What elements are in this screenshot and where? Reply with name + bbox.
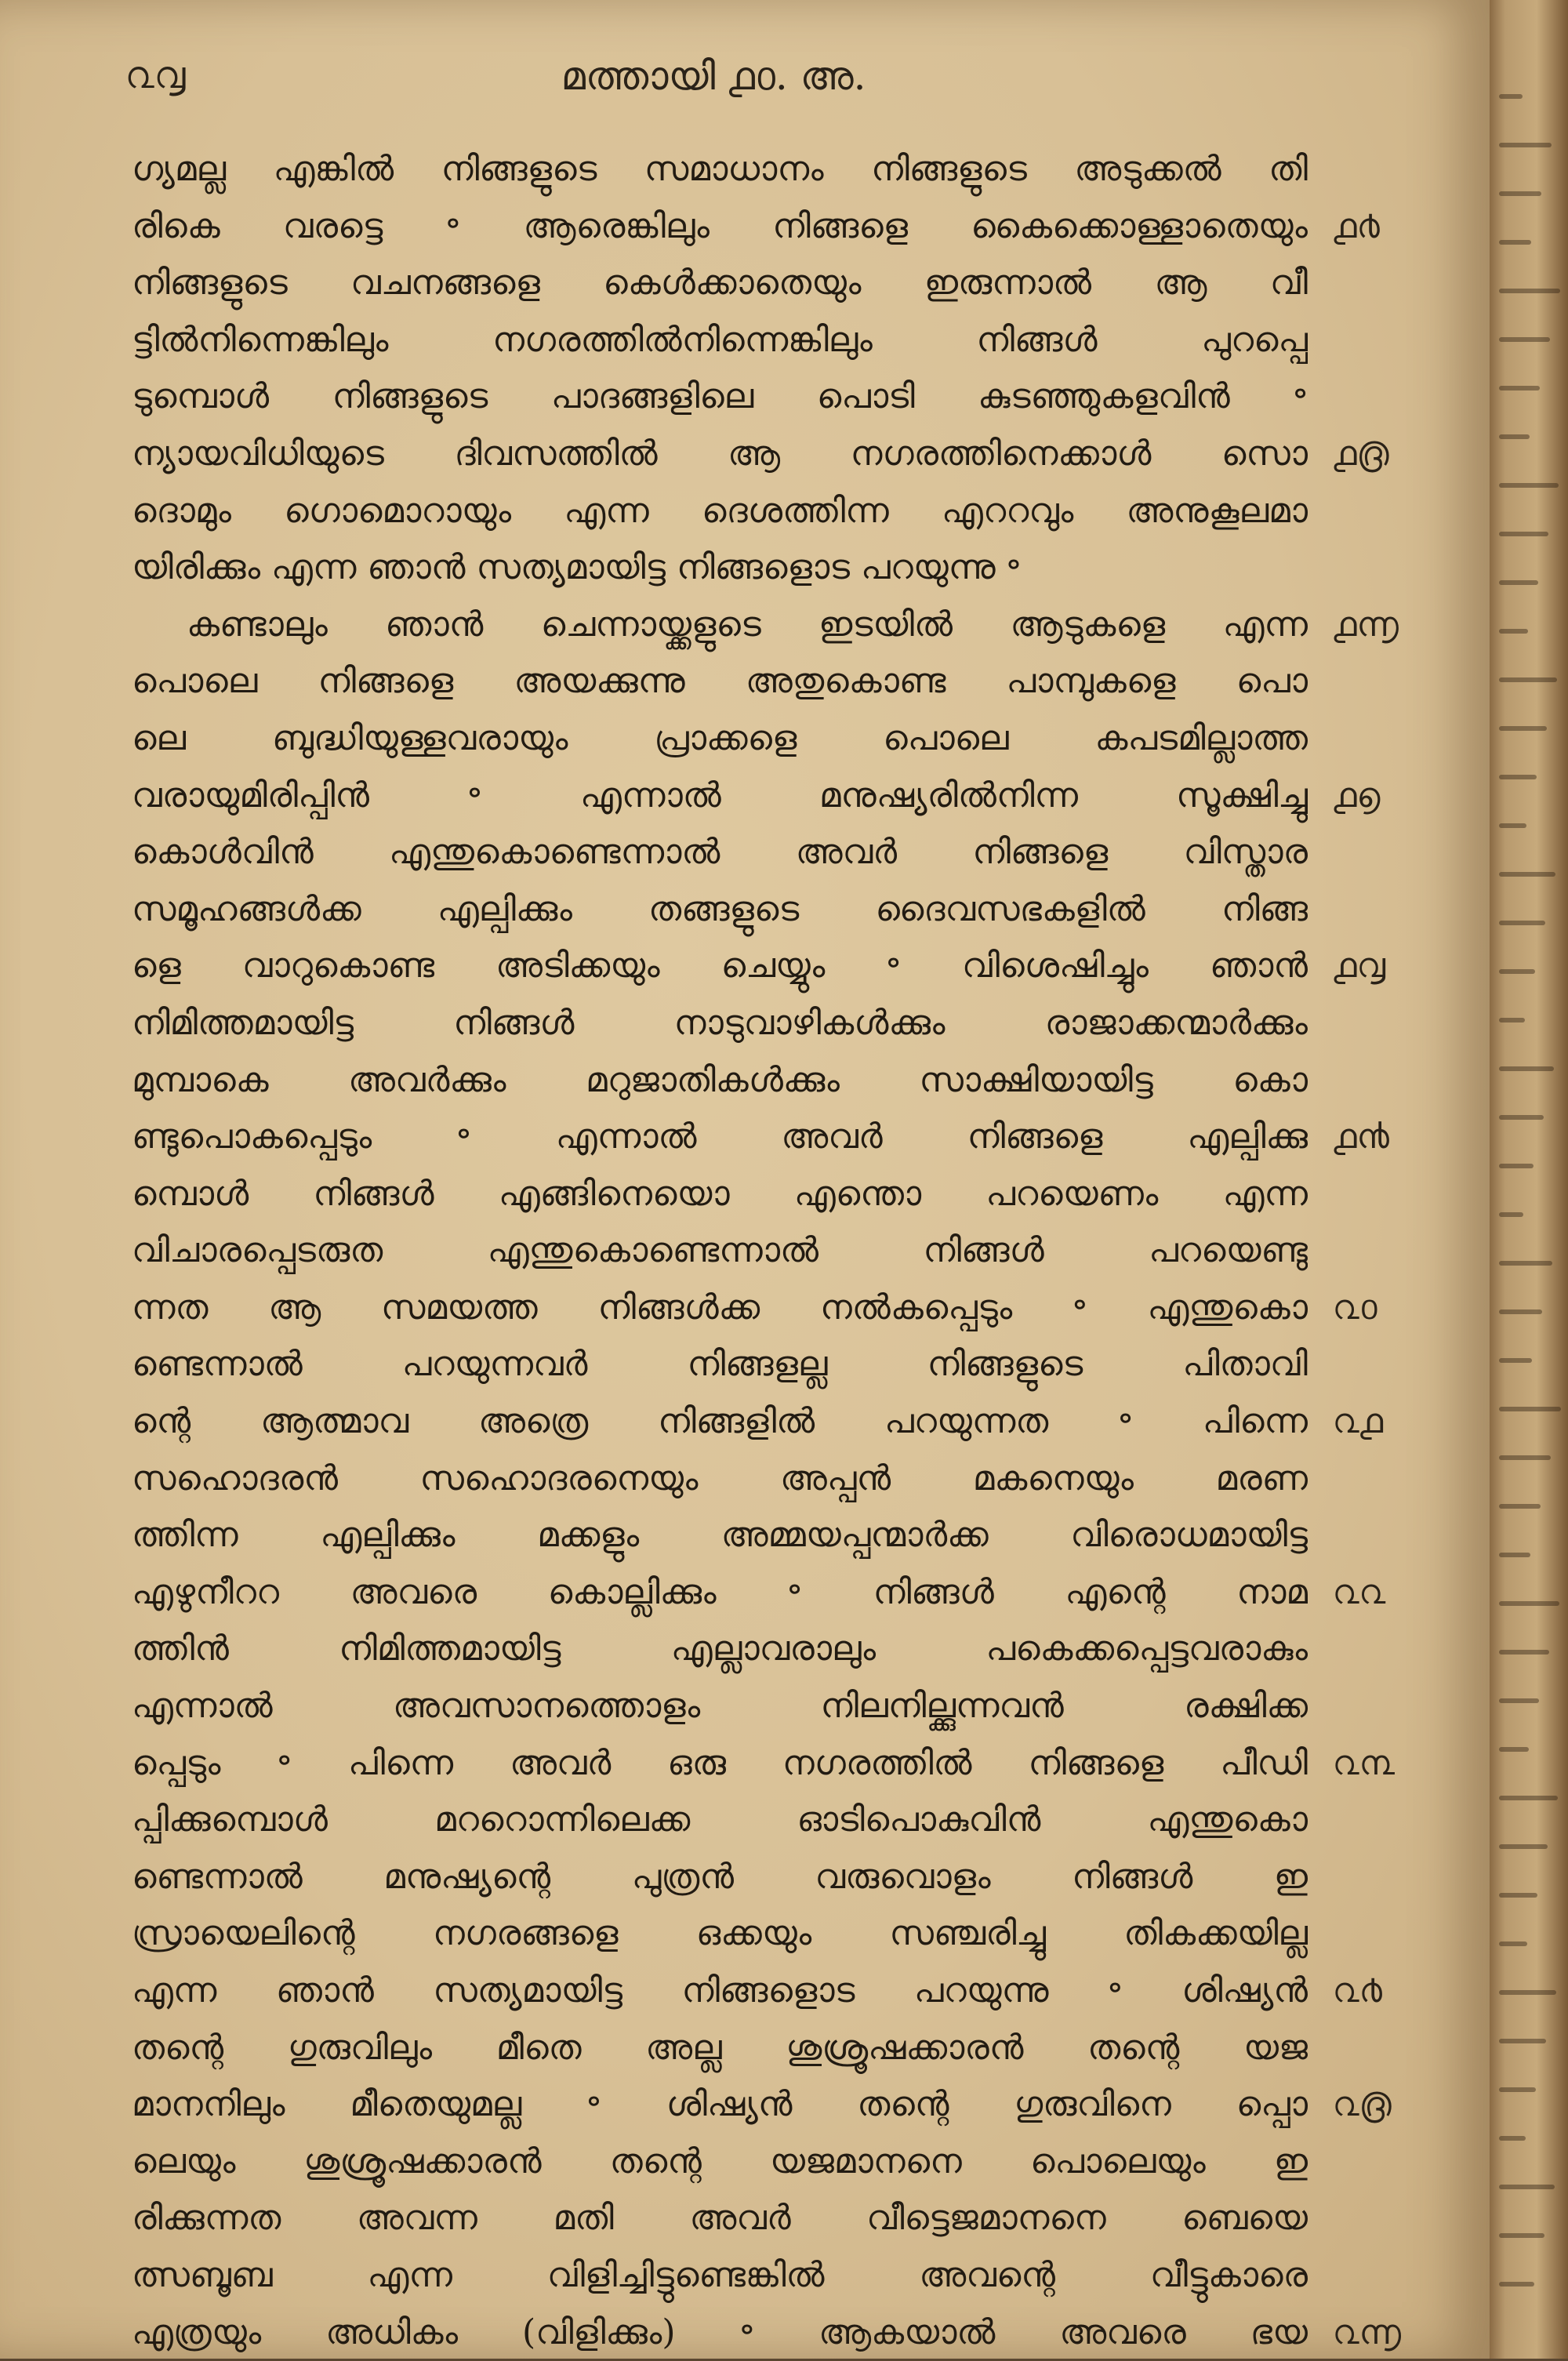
text-line: ത്തിൻ നിമിത്തമായിട്ട എല്ലാവരാലും പകെക്കപ്പെട്ടവരാകും	[132, 1629, 1308, 1669]
verse-number: ൨൬	[1333, 2312, 1401, 2352]
page-number: ൨൮	[125, 53, 186, 97]
text-line: സമൂഹങ്ങൾക്ക എല്പിക്കും തങ്ങളുടെ ദൈവസഭകളിൽ നിങ്ങ	[132, 888, 1308, 929]
text-line: ടുമ്പൊൾ നിങ്ങളുടെ പാദങ്ങളിലെ പൊടി കുടഞ്ഞുകളവിൻ ॰	[132, 376, 1308, 417]
page-header	[125, 53, 1301, 116]
verse-number: ൧൪	[1333, 205, 1380, 246]
facing-page-text-fragment	[1499, 240, 1531, 245]
facing-page-text-fragment	[1499, 434, 1530, 439]
facing-page-text-fragment	[1499, 2087, 1536, 2092]
verse-number: ൧൭	[1333, 775, 1381, 815]
facing-page-text-fragment	[1499, 1212, 1523, 1217]
text-line: കണ്ടാലും ഞാൻ ചെന്നായ്ക്കളുടെ ഇടയിൽ ആടുകളെ എന്ന	[187, 604, 1308, 645]
text-line: യിരിക്കും എന്ന ഞാൻ സത്യമായിട്ട നിങ്ങളൊട പറയുന്നു ॰	[132, 547, 1022, 588]
facing-page-text-fragment	[1499, 1941, 1527, 1946]
text-line: രികെ വരട്ടെ ॰ ആരെങ്കിലും നിങ്ങളെ കൈക്കൊള്ളാതെയും	[132, 205, 1308, 246]
facing-page-text-fragment	[1499, 2039, 1546, 2043]
facing-page-text-fragment	[1499, 1261, 1552, 1266]
facing-page-text-fragment	[1499, 2185, 1555, 2189]
text-line: ണ്ടെന്നാൽ മനുഷ്യന്റെ പുത്രൻ വരുവൊളം നിങ്ങൾ ഇ	[132, 1856, 1308, 1897]
facing-page-text-fragment	[1499, 1650, 1549, 1655]
text-line: സ്രായെലിന്റെ നഗരങ്ങളെ ഒക്കയും സഞ്ചരിച്ചു തികക്കയില്ല	[132, 1913, 1308, 1954]
text-line: രിക്കുന്നത അവന്ന മതി അവർ വീട്ടെജമാനനെ ബെയെ	[132, 2198, 1308, 2239]
facing-page-text-fragment	[1499, 191, 1541, 196]
facing-page-text-fragment	[1499, 1504, 1541, 1509]
text-line: ന്റെ ആത്മാവ അത്രെ നിങ്ങളിൽ പറയുന്നത ॰ പിന്നെ	[132, 1401, 1308, 1442]
facing-page-text-fragment	[1499, 1698, 1539, 1703]
text-line: ഗ്യമല്ല എങ്കിൽ നിങ്ങളുടെ സമാധാനം നിങ്ങളുടെ അടുക്കൽ തി	[132, 149, 1308, 189]
facing-page-text-fragment	[1499, 1747, 1529, 1752]
facing-page-text-fragment	[1499, 580, 1538, 585]
facing-page-edge	[1490, 0, 1568, 2359]
text-line: ദൊമും ഗൊമൊറായും എന്ന ദെശത്തിന്ന എററവും അനുകൂലമാ	[132, 490, 1308, 531]
facing-page-text-fragment	[1499, 629, 1528, 634]
text-line: ലെ ബുദ്ധിയുള്ളവരായും പ്രാക്കളെ പൊലെ കപടമില്ലാത്ത	[132, 717, 1308, 758]
facing-page-text-fragment	[1499, 726, 1547, 731]
facing-page-text-fragment	[1499, 1990, 1556, 1995]
body-text	[132, 141, 1308, 2361]
running-title: മത്തായി ൧൦. അ.	[561, 53, 866, 99]
text-line: വരായുമിരിപ്പിൻ ॰ എന്നാൽ മനുഷ്യരിൽനിന്ന സൂക്ഷിച്ചു	[132, 775, 1308, 815]
facing-page-text-fragment	[1499, 1066, 1554, 1071]
text-line: ണ്ടെന്നാൽ പറയുന്നവർ നിങ്ങളല്ല നിങ്ങളുടെ പിതാവി	[132, 1344, 1308, 1385]
text-line: ട്ടിൽനിന്നെങ്കിലും നഗരത്തിൽനിന്നെങ്കിലും നിങ്ങൾ പുറപ്പെ	[132, 319, 1308, 360]
facing-page-text-fragment	[1499, 1164, 1534, 1168]
text-line: എന്നാൽ അവസാനത്തൊളം നിലനില്ക്കുന്നവൻ രക്ഷിക്ക	[132, 1686, 1308, 1727]
verse-number: ൧൫	[1333, 434, 1389, 474]
text-line: ലെയും ശുശ്രൂഷക്കാരൻ തന്റെ യജമാനനെ പൊലെയും ഇ	[132, 2141, 1308, 2181]
verse-number: ൧൯	[1333, 1117, 1389, 1157]
facing-page-text-fragment	[1499, 1893, 1537, 1898]
facing-page-text-fragment	[1499, 823, 1526, 828]
facing-page-text-fragment	[1499, 677, 1557, 682]
facing-page-text-fragment	[1499, 1844, 1548, 1849]
text-line: സഹൊദരൻ സഹൊദരനെയും അപ്പൻ മകനെയും മരണ	[132, 1458, 1308, 1498]
text-line: നിങ്ങളുടെ വചനങ്ങളെ കെൾക്കാതെയും ഇരുന്നാൽ ആ വീ	[132, 263, 1308, 303]
text-line: പൊലെ നിങ്ങളെ അയക്കുന്നു അതുകൊണ്ട പാമ്പുകളെ പൊ	[132, 661, 1308, 702]
facing-page-text-fragment	[1499, 1407, 1561, 1411]
verse-number: ൨൧	[1333, 1401, 1384, 1442]
verse-number: ൧൬	[1333, 604, 1399, 645]
facing-page-text-fragment	[1499, 872, 1555, 877]
verse-number: ൨൫	[1333, 2084, 1392, 2125]
text-line: ന്നത ആ സമയത്ത നിങ്ങൾക്ക നൽകപ്പെടും ॰ എന്തുകൊ	[132, 1287, 1308, 1328]
text-line: മുമ്പാകെ അവർക്കും മറുജാതികൾക്കും സാക്ഷിയായിട്ട കൊ	[132, 1059, 1308, 1100]
facing-page-text-fragment	[1499, 921, 1545, 925]
facing-page-text-fragment	[1499, 143, 1552, 147]
text-line: ണ്ടുപൊകപ്പെടും ॰ എന്നാൽ അവർ നിങ്ങളെ എല്പിക്കു	[132, 1117, 1308, 1157]
text-line: പ്പെടും ॰ പിന്നെ അവർ ഒരു നഗരത്തിൽ നിങ്ങളെ പീഡി	[132, 1742, 1308, 1783]
verse-number: ൨൩	[1333, 1742, 1395, 1783]
text-line: തന്റെ ഗുരുവിലും മീതെ അല്ല ശുശ്രൂഷക്കാരൻ തന്റെ യജ	[132, 2027, 1308, 2068]
facing-page-text-fragment	[1499, 1455, 1551, 1460]
facing-page-text-fragment	[1499, 532, 1548, 536]
facing-page-text-fragment	[1499, 2233, 1544, 2238]
verse-number: ൨൪	[1333, 1971, 1382, 2011]
facing-page-text-fragment	[1499, 775, 1537, 779]
facing-page-text-fragment	[1499, 2136, 1526, 2141]
text-line: മ്പൊൾ നിങ്ങൾ എങ്ങിനെയൊ എന്തൊ പറയെണം എന്ന	[132, 1173, 1308, 1214]
facing-page-text-fragment	[1499, 94, 1523, 99]
facing-page-text-fragment	[1499, 1115, 1544, 1120]
facing-page-text-fragment	[1499, 483, 1559, 488]
facing-page-text-fragment	[1499, 1796, 1558, 1800]
text-line: കൊൾവിൻ എന്തുകൊണ്ടെന്നാൽ അവർ നിങ്ങളെ വിസ്താര	[132, 832, 1308, 873]
text-line: ത്സബൂബ എന്ന വിളിച്ചിട്ടുണ്ടെങ്കിൽ അവന്റെ വീട്ടുകാരെ	[132, 2254, 1308, 2295]
verse-number: ൨൦	[1333, 1288, 1377, 1328]
facing-page-text-fragment	[1499, 1601, 1559, 1606]
text-line: ന്യായവിധിയുടെ ദിവസത്തിൽ ആ നഗരത്തിനെക്കാൾ സൊ	[132, 433, 1308, 474]
text-line: എന്ന ഞാൻ സത്യമായിട്ട നിങ്ങളൊട പറയുന്നു ॰ ശിഷ്യൻ	[132, 1971, 1308, 2010]
facing-page-text-fragment	[1499, 2282, 1534, 2287]
facing-page-text-fragment	[1499, 386, 1540, 390]
facing-page-text-fragment	[1499, 1358, 1532, 1363]
text-line: വിചാരപ്പെടരുത എന്തുകൊണ്ടെന്നാൽ നിങ്ങൾ പറയെണ്ടു	[132, 1230, 1308, 1271]
text-line: മാനനിലും മീതെയുമല്ല ॰ ശിഷ്യൻ തന്റെ ഗുരുവിനെ പ്പൊ	[132, 2084, 1308, 2125]
facing-page-text-fragment	[1499, 1553, 1530, 1557]
text-line: ത്തിന്ന എല്പിക്കും മക്കളും അമ്മയപ്പന്മാർക്ക വിരൊധമായിട്ട	[132, 1515, 1308, 1556]
verse-number: ൨൨	[1333, 1572, 1386, 1612]
facing-page-text-fragment	[1499, 969, 1535, 974]
facing-page-text-fragment	[1499, 1018, 1525, 1022]
facing-page-text-fragment	[1499, 289, 1560, 293]
verse-number: ൧൮	[1333, 946, 1386, 986]
text-line: ളെ വാറുകൊണ്ട അടിക്കയും ചെയ്യും ॰ വിശെഷിച്ചും ഞാൻ	[132, 946, 1308, 986]
text-line: നിമിത്തമായിട്ട നിങ്ങൾ നാടുവാഴികൾക്കും രാജാക്കന്മാർക്കും	[132, 1002, 1308, 1043]
text-line: എഴുനീററ അവരെ കൊല്ലിക്കും ॰ നിങ്ങൾ എന്റെ നാമ	[132, 1571, 1308, 1612]
facing-page-text-fragment	[1499, 337, 1550, 342]
facing-page-text-fragment	[1499, 1309, 1542, 1314]
text-line: പ്പിക്കുമ്പൊൾ മററൊന്നിലെക്ക ഓടിപൊകുവിൻ എന്തുകൊ	[132, 1800, 1308, 1840]
text-line: എത്രയും അധികം (വിളിക്കും) ॰ ആകയാൽ അവരെ ഭയ	[132, 2312, 1308, 2352]
